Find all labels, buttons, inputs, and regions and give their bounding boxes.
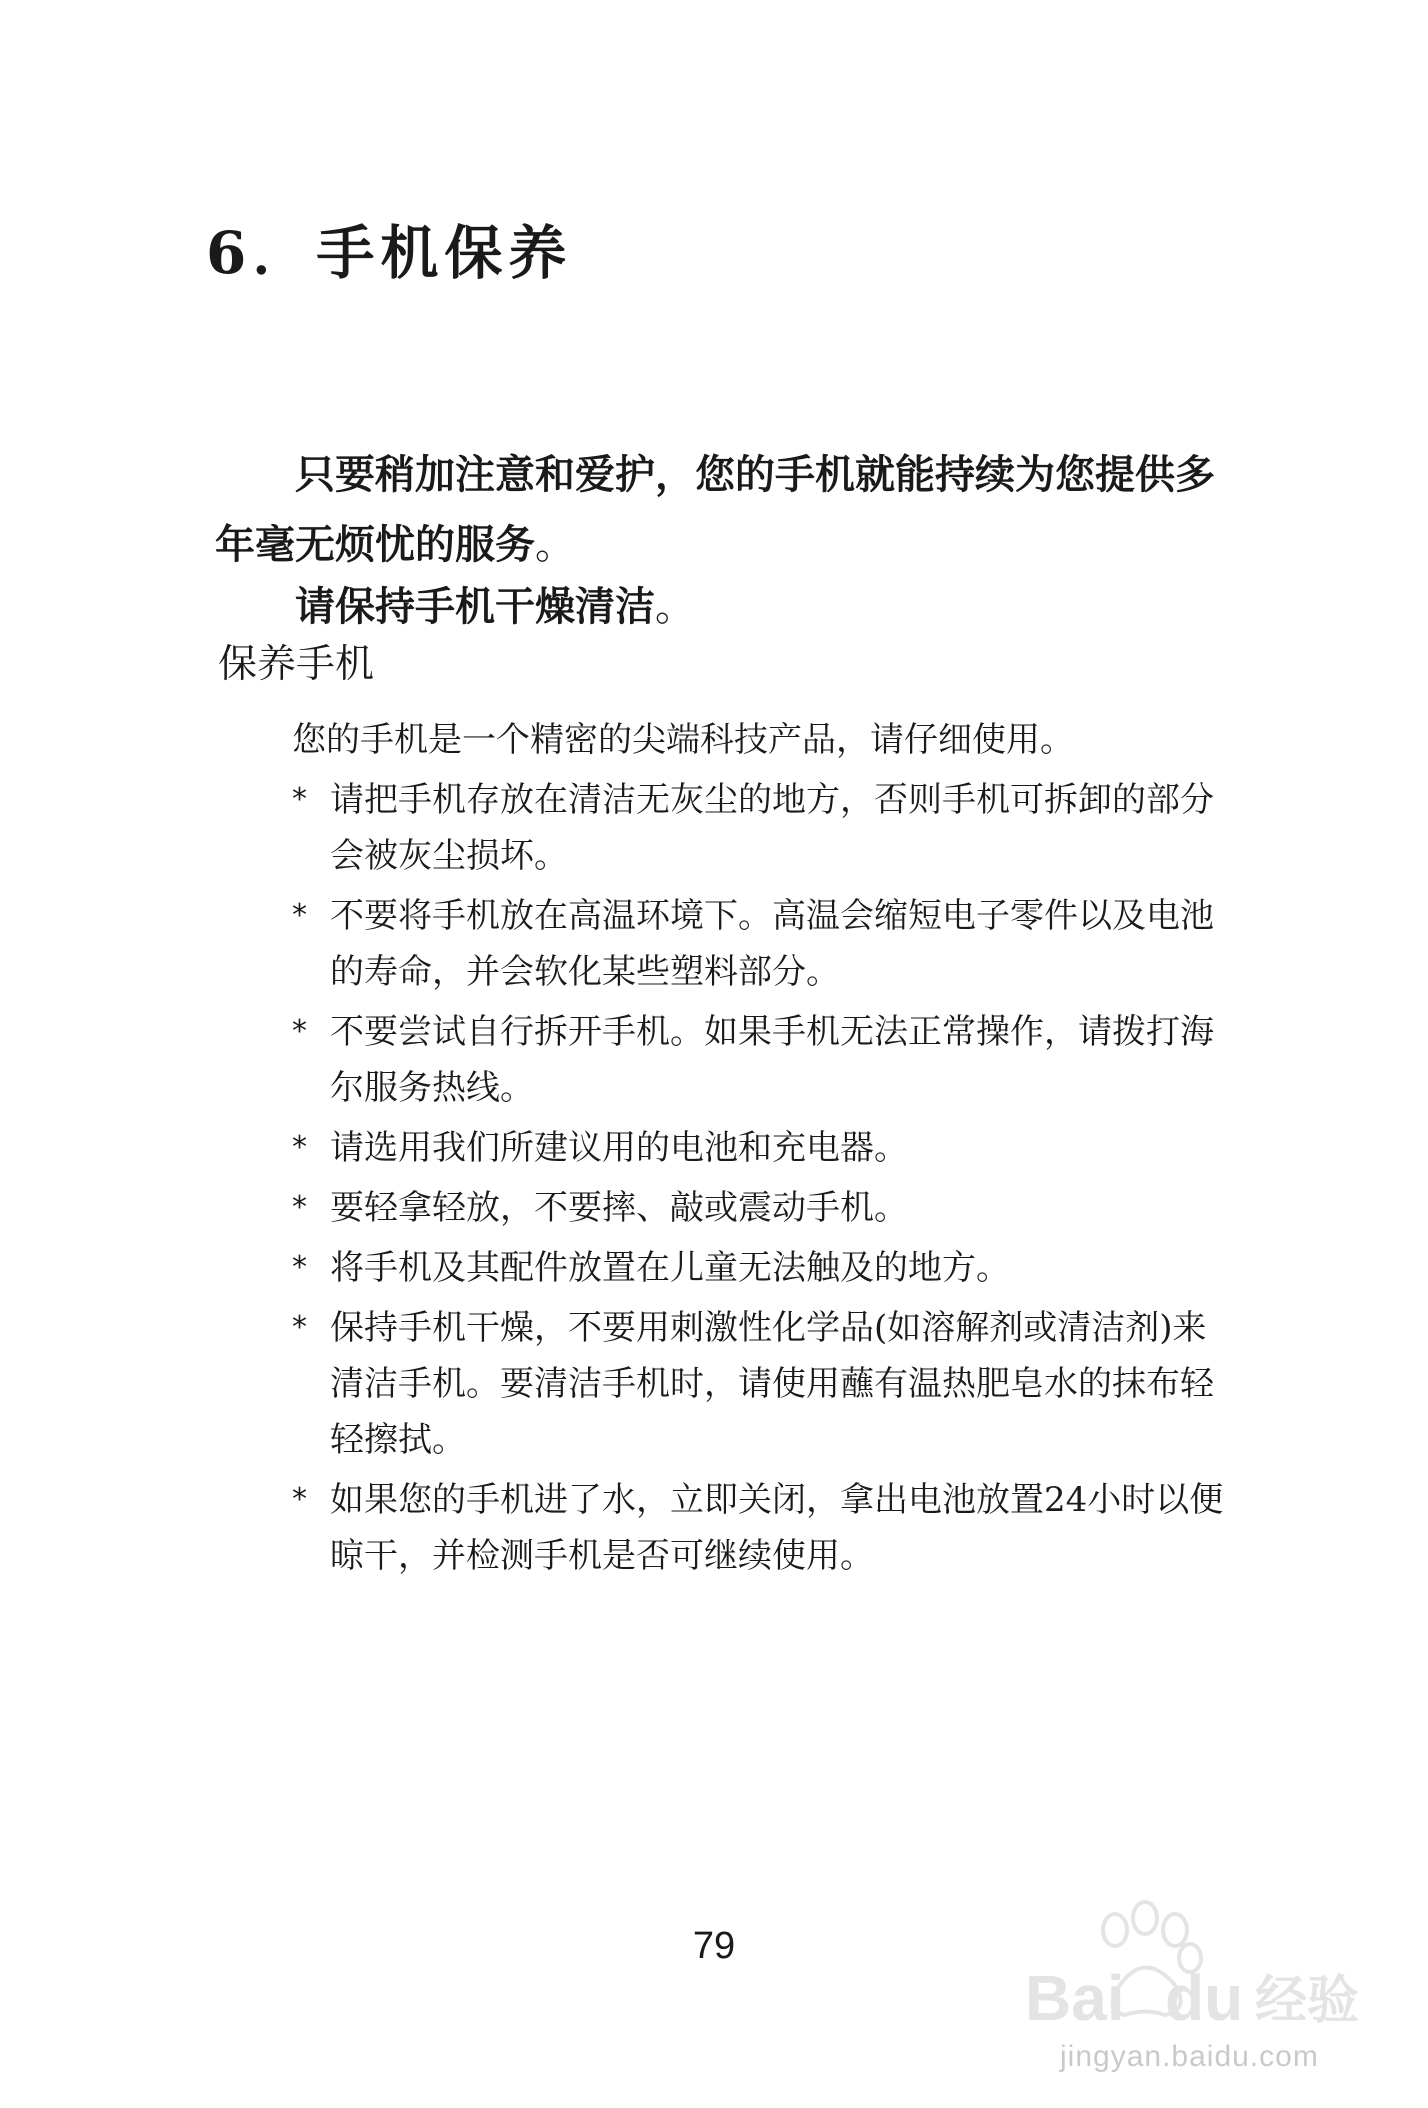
intro-keep-dry-punct: 。 — [655, 584, 695, 630]
intro-text: 只要稍加注意和爱护，您的手机就能持续为您提供多年毫无烦忧的服务 — [215, 451, 1215, 568]
page-title: 6．手机保养 — [206, 219, 573, 287]
asterisk-icon: * — [292, 1014, 307, 1049]
intro-keep-dry-text: 请保持手机干燥清洁 — [295, 583, 655, 630]
intro-paragraph — [215, 440, 1225, 580]
lead-paragraph: 您的手机是一个精密的尖端科技产品，请仔细使用。 — [292, 720, 1074, 760]
svg-text:经验: 经验 — [1255, 1972, 1360, 2030]
asterisk-icon: * — [292, 1190, 307, 1225]
care-list — [292, 772, 1227, 1588]
asterisk-icon: * — [292, 898, 307, 933]
list-item — [292, 888, 1227, 1000]
list-item — [292, 1120, 1227, 1176]
list-item — [292, 1472, 1227, 1584]
asterisk-icon: * — [292, 1130, 307, 1165]
list-item-text: 保持手机干燥，不要用刺激性化学品(如溶解剂或清洁剂)来清洁手机。要清洁手机时，请使用蘸有温热肥皂水的抹布轻轻擦拭。 — [330, 1308, 1214, 1460]
section-heading: 保养手机 — [218, 642, 375, 687]
list-item — [292, 1004, 1227, 1116]
list-item-text: 将手机及其配件放置在儿童无法触及的地方。 — [330, 1248, 1010, 1288]
list-item — [292, 1180, 1227, 1236]
list-item-text: 请选用我们所建议用的电池和充电器。 — [330, 1128, 908, 1168]
asterisk-icon: * — [292, 782, 307, 817]
list-item-text: 要轻拿轻放，不要摔、敲或震动手机。 — [330, 1188, 908, 1228]
list-item — [292, 1240, 1227, 1296]
intro-keep-dry — [295, 572, 695, 642]
svg-text:du: du — [1165, 1962, 1244, 2034]
list-item — [292, 772, 1227, 884]
intro-punct: 。 — [535, 522, 575, 568]
watermark-url: jingyan.baidu.com — [1060, 2040, 1319, 2073]
page-number: 79 — [692, 1925, 736, 1967]
asterisk-icon: * — [292, 1310, 307, 1345]
list-item-text: 如果您的手机进了水，立即关闭，拿出电池放置24小时以便晾干，并检测手机是否可继续使用。 — [330, 1480, 1224, 1576]
list-item — [292, 1300, 1227, 1468]
svg-text:Bai: Bai — [1025, 1962, 1125, 2034]
list-item-text: 不要将手机放在高温环境下。高温会缩短电子零件以及电池的寿命，并会软化某些塑料部分。 — [330, 896, 1214, 992]
asterisk-icon: * — [292, 1482, 307, 1517]
asterisk-icon: * — [292, 1250, 307, 1285]
list-item-text: 不要尝试自行拆开手机。如果手机无法正常操作，请拨打海尔服务热线。 — [330, 1012, 1214, 1108]
list-item-text: 请把手机存放在清洁无灰尘的地方，否则手机可拆卸的部分会被灰尘损坏。 — [330, 780, 1214, 876]
